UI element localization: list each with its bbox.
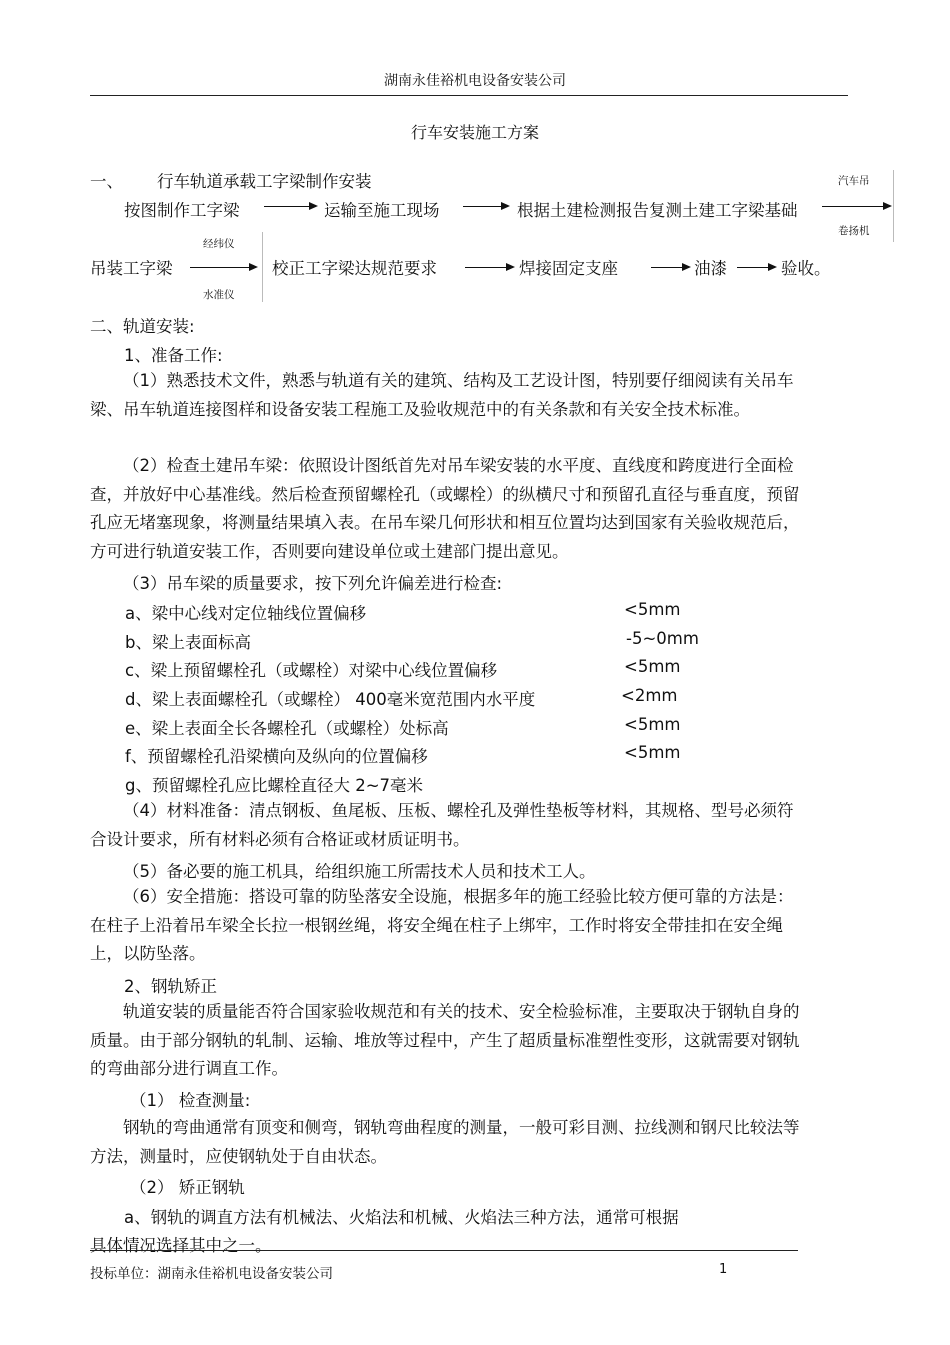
tolerance-item-e: e、梁上表面全长各螺栓孔（或螺栓）处标高 xyxy=(125,719,449,738)
flow1-step1: 按图制作工字梁 xyxy=(124,201,240,220)
footer-text: 投标单位：湖南永佳裕机电设备安装公司 xyxy=(90,1266,333,1282)
paragraph-9-line2: 具体情况选择其中之一。 xyxy=(90,1236,272,1255)
sub-heading-rail: 2、钢轨矫正 xyxy=(124,977,217,996)
sub-heading-inspect: （1） 检查测量: xyxy=(130,1091,251,1110)
sub-heading-correct: （2） 矫正钢轨 xyxy=(130,1178,245,1197)
flow-arrow xyxy=(465,267,513,268)
flow1-note-top: 汽车吊 xyxy=(838,175,870,187)
section2-heading: 二、轨道安装: xyxy=(90,317,195,336)
tolerance-value-b: -5~0mm xyxy=(626,629,699,648)
doc-title: 行车安装施工方案 xyxy=(410,123,539,142)
flow2-note-bottom: 水准仪 xyxy=(203,289,235,301)
paragraph-8: 钢轨的弯曲通常有顶变和侧弯，钢轨弯曲程度的测量，一般可彩目测、拉线测和钢尺比较法等方法，测量时，应使钢轨处于自由状态。 xyxy=(90,1118,800,1166)
paragraph-6: （6）安全措施：搭设可靠的防坠落安全设施，根据多年的施工经验比较方便可靠的方法是：在柱子上沿着吊车梁全长拉一根钢丝绳，将安全绳在柱子上绑牢，工作时将安全带挂扣在安全绳上，以防坠落。 xyxy=(90,887,794,963)
flow2-divider xyxy=(262,232,263,302)
tolerance-value-e: <5mm xyxy=(624,715,681,734)
flow-arrow xyxy=(651,267,689,268)
flow2-step1: 校正工字梁达规范要求 xyxy=(272,259,437,278)
flow1-note-bottom: 卷扬机 xyxy=(838,225,870,237)
sub-heading-prep: 1、准备工作: xyxy=(124,346,223,365)
paragraph-1: （1）熟悉技术文件，熟悉与轨道有关的建筑、结构及工艺设计图，特别要仔细阅读有关吊车梁、吊车轨道连接图样和设备安装工程施工及验收规范中的有关条款和有关安全技术标准。 xyxy=(90,371,794,419)
flow1-step2: 运输至施工现场 xyxy=(324,201,440,220)
flow-arrow xyxy=(822,206,890,207)
flow1-step3: 根据土建检测报告复测土建工字梁基础 xyxy=(517,201,798,220)
paragraph-7: 轨道安装的质量能否符合国家验收规范和有关的技术、安全检验标准，主要取决于钢轨自身的质量。由于部分钢轨的轧制、运输、堆放等过程中，产生了超质量标准塑性变形，这就需要对钢轨的弯曲部分进行调直工作。 xyxy=(90,1002,800,1078)
flow2-step4: 验收。 xyxy=(781,259,831,278)
paragraph-2: （2）检查土建吊车梁：依照设计图纸首先对吊车梁安装的水平度、直线度和跨度进行全面检查，并放好中心基准线。然后检查预留螺栓孔（或螺栓）的纵横尺寸和预留孔直径与垂直度，预留孔应无堵塞现象，将测量结果填入表。在吊车梁几何形状和相互位置均达到国家有关验收规范后，方可进行轨道安装工作，否则要向建设单位或土建部门提出意见。 xyxy=(90,456,800,561)
footer-rule xyxy=(90,1250,798,1251)
section1-heading: 行车轨道承载工字梁制作安装 xyxy=(157,172,372,191)
flow2-note-top: 经纬仪 xyxy=(203,238,235,250)
tolerance-item-a: a、梁中心线对定位轴线位置偏移 xyxy=(125,604,367,623)
tolerance-item-f: f、预留螺栓孔沿梁横向及纵向的位置偏移 xyxy=(125,747,428,766)
flow-arrow xyxy=(463,206,508,207)
paragraph-5: （5）备必要的施工机具，给组织施工所需技术人员和技术工人。 xyxy=(123,862,596,881)
header-rule xyxy=(90,95,848,96)
page-header: 湖南永佳裕机电设备安装公司 xyxy=(384,73,566,89)
tolerance-item-b: b、梁上表面标高 xyxy=(125,633,251,652)
tolerance-value-c: <5mm xyxy=(624,657,681,676)
flow-arrow xyxy=(737,267,775,268)
flow2-step3: 油漆 xyxy=(694,259,727,278)
flow2-step2: 焊接固定支座 xyxy=(519,259,618,278)
tolerance-value-f: <5mm xyxy=(624,743,681,762)
flow-arrow xyxy=(264,206,316,207)
page-number: 1 xyxy=(719,1262,728,1277)
section1-number: 一、 xyxy=(90,172,123,191)
paragraph-9-line1: a、钢轨的调直方法有机械法、火焰法和机械、火焰法三种方法，通常可根据 xyxy=(124,1208,679,1227)
flow1-divider xyxy=(893,170,894,242)
flow-arrow xyxy=(190,267,256,268)
tolerance-value-d: <2mm xyxy=(621,686,678,705)
tolerance-value-a: <5mm xyxy=(624,600,681,619)
tolerance-item-g: g、预留螺栓孔应比螺栓直径大 2~7毫米 xyxy=(125,776,424,795)
tolerance-item-d: d、梁上表面螺栓孔（或螺栓） 400毫米宽范围内水平度 xyxy=(125,690,536,709)
paragraph-3: （3）吊车梁的质量要求，按下列允许偏差进行检查: xyxy=(123,574,503,593)
paragraph-4: （4）材料准备：清点钢板、鱼尾板、压板、螺栓孔及弹性垫板等材料，其规格、型号必须符合设计要求，所有材料必须有合格证或材质证明书。 xyxy=(90,801,794,849)
tolerance-item-c: c、梁上预留螺栓孔（或螺栓）对梁中心线位置偏移 xyxy=(125,661,498,680)
flow2-start: 吊装工字梁 xyxy=(90,259,173,278)
